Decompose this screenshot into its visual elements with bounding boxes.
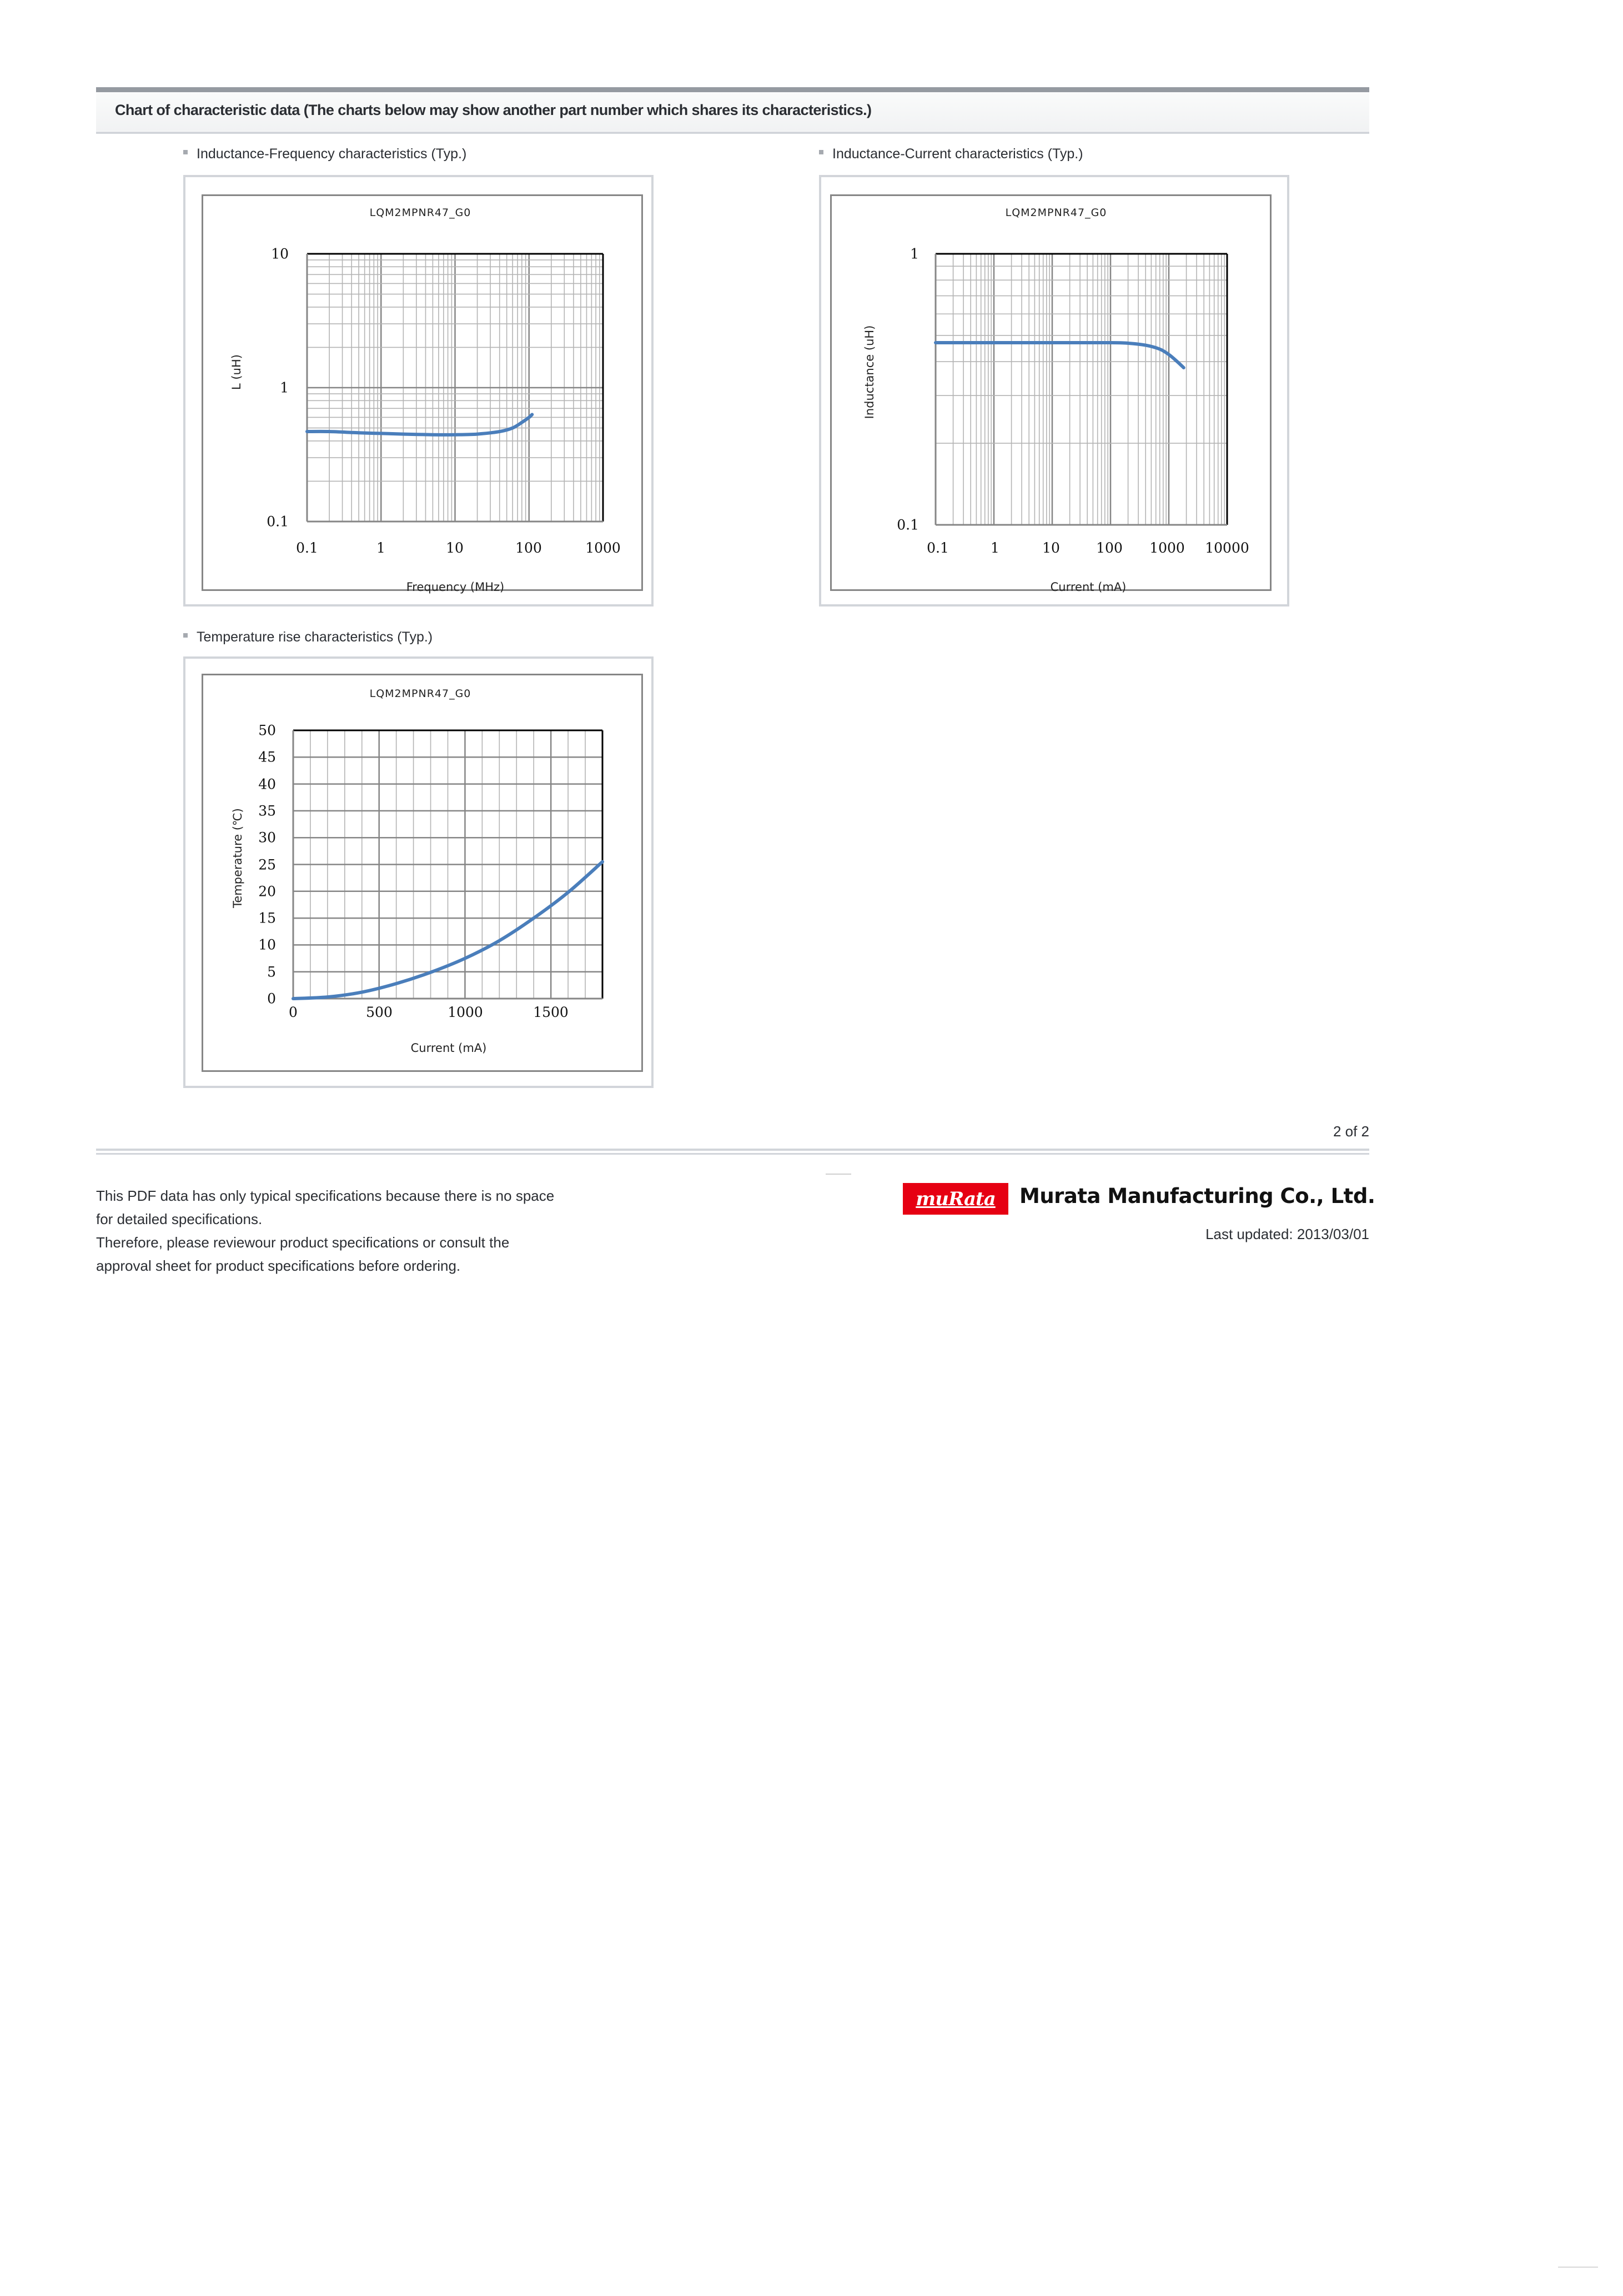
- logo-text: muRata: [916, 1187, 996, 1210]
- bullet-icon: [183, 633, 188, 638]
- temp-chart-subtitle-text: Temperature rise characteristics (Typ.): [197, 629, 433, 645]
- temp-ytick: 20: [258, 883, 276, 900]
- current-xtick: 100: [1096, 540, 1123, 556]
- freq-xtick: 1: [376, 540, 385, 556]
- company-name: Murata Manufacturing Co., Ltd.: [1019, 1184, 1375, 1208]
- temp-xlabel: Current (mA): [410, 1041, 487, 1055]
- current-xlabel: Current (mA): [1050, 580, 1127, 594]
- current-ytick: 1: [910, 245, 919, 262]
- freq-xtick: 100: [515, 540, 542, 556]
- current-ytick: 0.1: [897, 517, 919, 533]
- temp-xtick: 500: [366, 1004, 393, 1020]
- freq-xtick: 0.1: [296, 540, 318, 556]
- temp-ytick: 0: [267, 990, 276, 1007]
- temp-ytick: 50: [258, 722, 276, 739]
- last-updated: Last updated: 2013/03/01: [1205, 1226, 1369, 1242]
- section-divider: [96, 132, 1369, 134]
- bullet-icon: [819, 150, 823, 154]
- current-xtick: 10: [1042, 540, 1060, 556]
- footer-divider: [96, 1149, 1369, 1151]
- current-plot: [936, 254, 1227, 525]
- temp-ytick: 30: [258, 829, 276, 846]
- freq-ylabel: L (uH): [230, 354, 243, 390]
- freq-chart-subtitle-text: Inductance-Frequency characteristics (Typ.): [197, 146, 467, 162]
- disclaimer-line: for detailed specifications.: [96, 1211, 263, 1227]
- temp-ylabel: Temperature (℃): [231, 808, 244, 908]
- current-xtick: 1: [991, 540, 999, 556]
- temp-chart-subtitle: [183, 629, 433, 645]
- temp-xtick: 0: [289, 1004, 298, 1020]
- freq-ytick: 10: [271, 245, 289, 262]
- footer-divider: [96, 1153, 1369, 1155]
- current-ylabel: Inductance (uH): [863, 325, 876, 419]
- current-chart-title: LQM2MPNR47_G0: [1005, 207, 1107, 219]
- freq-chart-title: LQM2MPNR47_G0: [369, 207, 471, 219]
- faint-mark: [1558, 2267, 1598, 2268]
- disclaimer-line: approval sheet for product specifications before ordering.: [96, 1257, 461, 1274]
- section-top-bar: [96, 87, 1369, 92]
- disclaimer-line: This PDF data has only typical specifications because there is no space: [96, 1187, 555, 1204]
- temp-ytick: 40: [258, 776, 276, 793]
- temp-plot: [293, 730, 602, 999]
- current-xtick: 10000: [1205, 540, 1249, 556]
- bullet-icon: [183, 150, 188, 154]
- disclaimer-line: Therefore, please reviewour product specifications or consult the: [96, 1234, 510, 1251]
- current-chart-subtitle-text: Inductance-Current characteristics (Typ.): [832, 146, 1083, 162]
- temp-xtick: 1000: [448, 1004, 483, 1020]
- freq-ytick: 1: [280, 379, 289, 396]
- murata-logo: [903, 1183, 1008, 1215]
- temp-ytick: 25: [258, 856, 276, 873]
- current-xtick: 0.1: [927, 540, 949, 556]
- current-xtick: 1000: [1149, 540, 1185, 556]
- section-title: Chart of characteristic data (The charts below may show another part number which shares its characteristics.): [115, 102, 872, 118]
- freq-xlabel: Frequency (MHz): [406, 580, 505, 594]
- freq-xtick: 10: [446, 540, 464, 556]
- page-number: 2 of 2: [1333, 1123, 1369, 1140]
- current-chart-subtitle: [819, 146, 1083, 162]
- freq-plot: [307, 254, 603, 522]
- temp-ytick: 35: [258, 803, 276, 819]
- temp-ytick: 15: [258, 910, 276, 926]
- temp-ytick: 45: [258, 749, 276, 765]
- temp-ytick: 5: [267, 964, 276, 980]
- temp-xtick: 1500: [533, 1004, 569, 1020]
- freq-chart-subtitle: [183, 146, 466, 162]
- temp-chart-title: LQM2MPNR47_G0: [369, 688, 471, 700]
- freq-ytick: 0.1: [267, 513, 289, 530]
- faint-mark: [826, 1174, 851, 1175]
- freq-xtick: 1000: [585, 540, 621, 556]
- disclaimer: [96, 1184, 651, 1277]
- temp-ytick: 10: [258, 936, 276, 953]
